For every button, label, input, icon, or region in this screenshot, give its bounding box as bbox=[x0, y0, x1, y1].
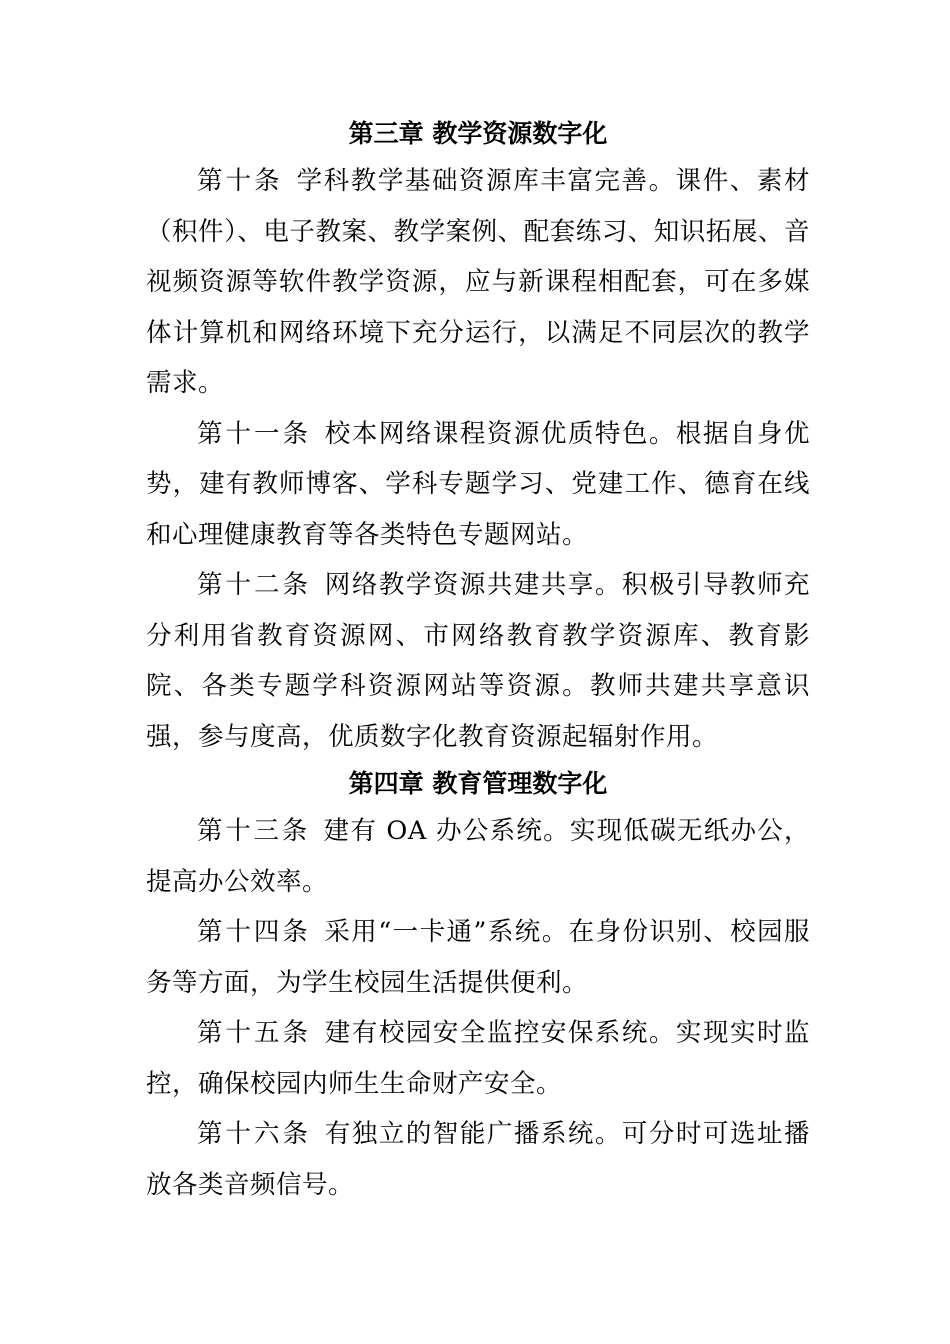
article-paragraph bbox=[146, 806, 810, 907]
article-text: 建有校园安全监控安保系统。实现实时监控，确保校园内师生生命财产安全。 bbox=[146, 1018, 810, 1099]
article-text: 有独立的智能广播系统。可分时可选址播放各类音频信号。 bbox=[146, 1119, 810, 1200]
article-number: 第十四条 bbox=[197, 917, 311, 947]
article-text: 学科教学基础资源库丰富完善。课件、素材（积件）、电子教案、教学案例、配套练习、知识拓展、音视频资源等软件教学资源，应与新课程相配套，可在多媒体计算机和网络环境下充分运行，以满足不同层次的教学需求。 bbox=[146, 166, 810, 398]
article-number: 第十条 bbox=[197, 166, 283, 196]
document-body bbox=[146, 112, 810, 1210]
article-number: 第十二条 bbox=[197, 570, 312, 600]
article-number: 第十一条 bbox=[197, 418, 312, 449]
article-number: 第十三条 bbox=[197, 816, 311, 846]
article-text: 校本网络课程资源优质特色。根据自身优势，建有教师博客、学科专题学习、党建工作、德育在线和心理健康教育等各类特色专题网站。 bbox=[146, 418, 810, 550]
chapter-title: 第三章 教学资源数字化 bbox=[348, 119, 608, 148]
article-paragraph bbox=[146, 409, 810, 561]
article-text: 建有 OA 办公系统。实现低碳无纸办公，提高办公效率。 bbox=[146, 816, 810, 897]
article-paragraph bbox=[146, 560, 810, 762]
article-paragraph bbox=[146, 156, 810, 409]
article-text: 网络教学资源共建共享。积极引导教师充分利用省教育资源网、市网络教育教学资源库、教育影院、各类专题学科资源网站等资源。教师共建共享意识强，参与度高，优质数字化教育资源起辐射作用。 bbox=[146, 570, 810, 752]
article-paragraph bbox=[146, 1008, 810, 1109]
article-paragraph bbox=[146, 907, 810, 1008]
chapter-title: 第四章 教育管理数字化 bbox=[348, 769, 608, 798]
article-number: 第十六条 bbox=[197, 1119, 312, 1149]
article-number: 第十五条 bbox=[197, 1018, 312, 1048]
article-text: 采用“一卡通”系统。在身份识别、校园服务等方面，为学生校园生活提供便利。 bbox=[146, 917, 810, 998]
article-paragraph bbox=[146, 1109, 810, 1210]
